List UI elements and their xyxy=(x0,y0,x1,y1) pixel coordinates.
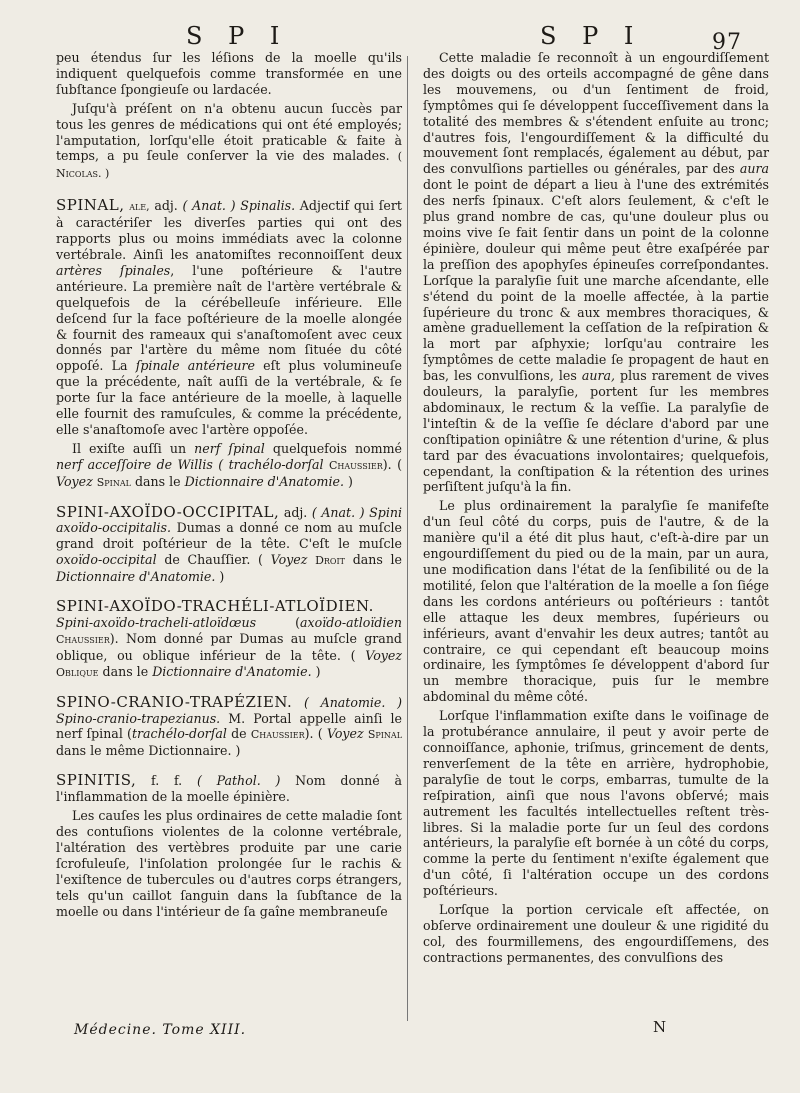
volume-footer: Médecine. Tome XIII. xyxy=(74,1022,247,1038)
page-number: 97 xyxy=(712,30,742,55)
running-head-right: S P I xyxy=(540,22,643,50)
left-column xyxy=(56,50,402,922)
entry-spinitis: SPINITIS, f. f. ( Pathol. ) Nom donné à l'inflammation de la moelle épinière. xyxy=(56,771,402,805)
paragraph: Il exiſte auſſi un nerf ſpinal quelquefois nommé nerf acceſſoire de Willis ( trachélo-dorſal Chaussier). ( Voyez Spinal dans le Dictionnaire d'Anatomie. ) xyxy=(56,440,402,489)
author-signature: ( Nicolas. ) xyxy=(56,150,402,181)
paragraph: peu étendus ſur les léſions de la moelle qu'ils indiquent quelquefois comme transformée en une ſubſtance ſpongieuſe ou lardacée. xyxy=(56,50,402,97)
entry-headword: SPINI-AXOÏDO-TRACHÉLI-ATLOÏDIEN. xyxy=(56,597,374,616)
paragraph: Les cauſes les plus ordinaires de cette maladie ſont des contuſions violentes de la colonne vertébrale, l'altération des vertèbres produite par une carie ſcrofuleuſe, l'inſolation prolongée ſur le rachis & l'exiſtence de tubercules ou d'autres corps étrangers, tels qu'un caillot ſanguin dans la ſubſtance de la moelle ou dans l'intérieur de ſa gaîne membraneuſe xyxy=(56,808,402,919)
paragraph: Lorſque la portion cervicale eſt affectée, on obſerve ordinairement une douleur & une rigidité du col, des fourmillemens, des engourdiſſemens, des contractions permanentes, des convulſions des xyxy=(423,902,769,965)
paragraph: Lorſque l'inflammation exiſte dans le voiſinage de la protubérance annulaire, il peut y avoir perte de connoiſſance, aphonie, triſmus, grincement de dents, renverſement de la tête en arrière, hydrophobie, paralyſie de tout le corps, embarras, tumulte de la reſpiration, ainſi que nous l'avons obſervé; mais autrement les facultés intellectuelles reſtent très-libres. Si la maladie porte ſur un ſeul des cordons antérieurs, la paralyſie eſt bornée à un côté du corps, comme la perte du ſentiment n'exiſte également que d'un côté, ſi l'altération occupe un des cordons poſtérieurs. xyxy=(423,708,769,899)
right-column xyxy=(423,50,769,969)
paragraph: Cette maladie ſe reconnoît à un engourdiſſement des doigts ou des orteils accompagné de gêne dans les mouvemens, ou d'un ſentiment de froid, ſymptômes qui ſe développent ſucceſſivement dans la totalité des membres & s'étendent enſuite au tronc; d'autres fois, l'engourdiſſement & la difficulté du mouvement ſont remplacés, également au début, par des convulſions partielles ou générales, par des aura dont le point de départ a lieu à l'une des extrémités des nerfs ſpinaux. C'eſt alors ſeulement, & c'eſt le plus grand nombre de cas, qu'une douleur plus ou moins vive ſe fait ſentir dans un point de la colonne épinière, douleur qui même peut être exaſpérée par la preſſion des apophyſes épineuſes correſpondantes. Lorſque la paralyſie ſuit une marche aſcendante, elle s'étend du point de la moelle affectée, à la partie ſupérieure du tronc & aux membres thoraciques, & amène graduellement la ceſſation de la reſpiration & la mort par aſphyxie; lorſqu'au contraire les ſymptômes de cette maladie ſe propagent de haut en bas, les convulſions, les aura, plus rarement de vives douleurs, la paralyſie, portent ſur les membres abdominaux, le rectum & la veſſie. La paralyſie de l'inteſtin & de la veſſie ſe déclare d'abord par une conſtipation opiniâtre & une rétention d'urine, & plus tard par des évacuations involontaires; quelquefois, cependant, la conſtipation & la rétention des urines perſiſtent juſqu'à la fin. xyxy=(423,50,769,495)
entry-spinal: SPINAL, ale, adj. ( Anat. ) Spinalis. Adjectif qui ſert à caractériſer les diverſes parties qui ont des rapports plus ou moins immédiats avec la colonne vertébrale. Ainſi les anatomiſtes reconnoiſſent deux artères ſpinales, l'une poſtérieure & l'autre antérieure. La première naît de l'artère vertébrale & quelquefois de la cérébelleuſe inférieure. Elle deſcend ſur la face poſtérieure de la moelle alongée & fournit des rameaux qui s'anaſtomoſent avec ceux donnés par l'artère du même nom ſituée du côté oppoſé. La ſpinale antérieure eſt plus volumineuſe que la précédente, naît auſſi de la vertébrale, & ſe porte ſur la face antérieure de la moelle, à laquelle elle fournit des ramuſcules, & comme la précédente, elle s'anaſtomoſe avec l'artère oppoſée. xyxy=(56,196,402,437)
column-divider xyxy=(407,56,408,1021)
entry-spini-axoido-occipital: SPINI-AXOÏDO-OCCIPITAL, adj. ( Anat. ) Spini axoïdo-occipitalis. Dumas a donné ce nom au muſcle grand droit poſtérieur de la tête. C'eſt le muſcle oxoïdo-occipital de Chauſſier. ( Voyez Droit dans le Dictionnaire d'Anatomie. ) xyxy=(56,502,403,585)
paragraph: Le plus ordinairement la paralyſie ſe manifeſte d'un ſeul côté du corps, puis de l'autre, & de la manière qu'il a été dit plus haut, c'eſt-à-dire par un engourdiſſement du pied ou de la main, par un aura, une modification dans l'état de la ſenſibilité ou de la motilité, ſelon que l'altération de la moelle a ſon ſiége dans les cordons antérieurs ou poſtérieurs : tantôt elle attaque les deux membres, ſupérieurs ou inférieurs, avant d'envahir les deux autres; tantôt au contraire, ce qui cependant eſt beaucoup moins ordinaire, les ſymptômes ſe développent d'abord ſur un membre thoracique, puis ſur le membre abdominal du même côté. xyxy=(423,498,769,705)
paragraph: Juſqu'à préſent on n'a obtenu aucun ſuccès par tous les genres de médications qui ont été employés; l'amputation, lorſqu'elle étoit praticable & faite à temps, a pu ſeule conſerver la vie des malades. ( Nicolas. ) xyxy=(56,100,402,181)
signature-mark: N xyxy=(653,1018,667,1036)
entry-spini-axoido-tracheli-atloidien: SPINI-AXOÏDO-TRACHÉLI-ATLOÏDIEN. Spini-axoïdo-tracheli-atloïdœus (axoïdo-atloïdien Chaussier). Nom donné par Dumas au muſcle grand oblique, ou oblique inférieur de la tête. ( Voyez Oblique dans le Dictionnaire d'Anatomie. ) xyxy=(56,597,402,679)
running-head-left: S P I xyxy=(186,22,289,50)
entry-spino-cranio-trapezien: SPINO-CRANIO-TRAPÉZIEN. ( Anatomie. ) Spino-cranio-trapezianus. M. Portal appelle ainſi le nerf ſpinal (trachélo-dorſal de Chaussier). ( Voyez Spinal dans le même Dictionnaire. ) xyxy=(56,692,403,759)
entry-headword: SPINI-AXOÏDO-OCCIPITAL, xyxy=(56,502,280,521)
entry-headword: SPINITIS, xyxy=(56,771,137,790)
entry-headword: SPINO-CRANIO-TRAPÉZIEN. xyxy=(56,692,293,711)
entry-headword: SPINAL, xyxy=(56,196,125,215)
